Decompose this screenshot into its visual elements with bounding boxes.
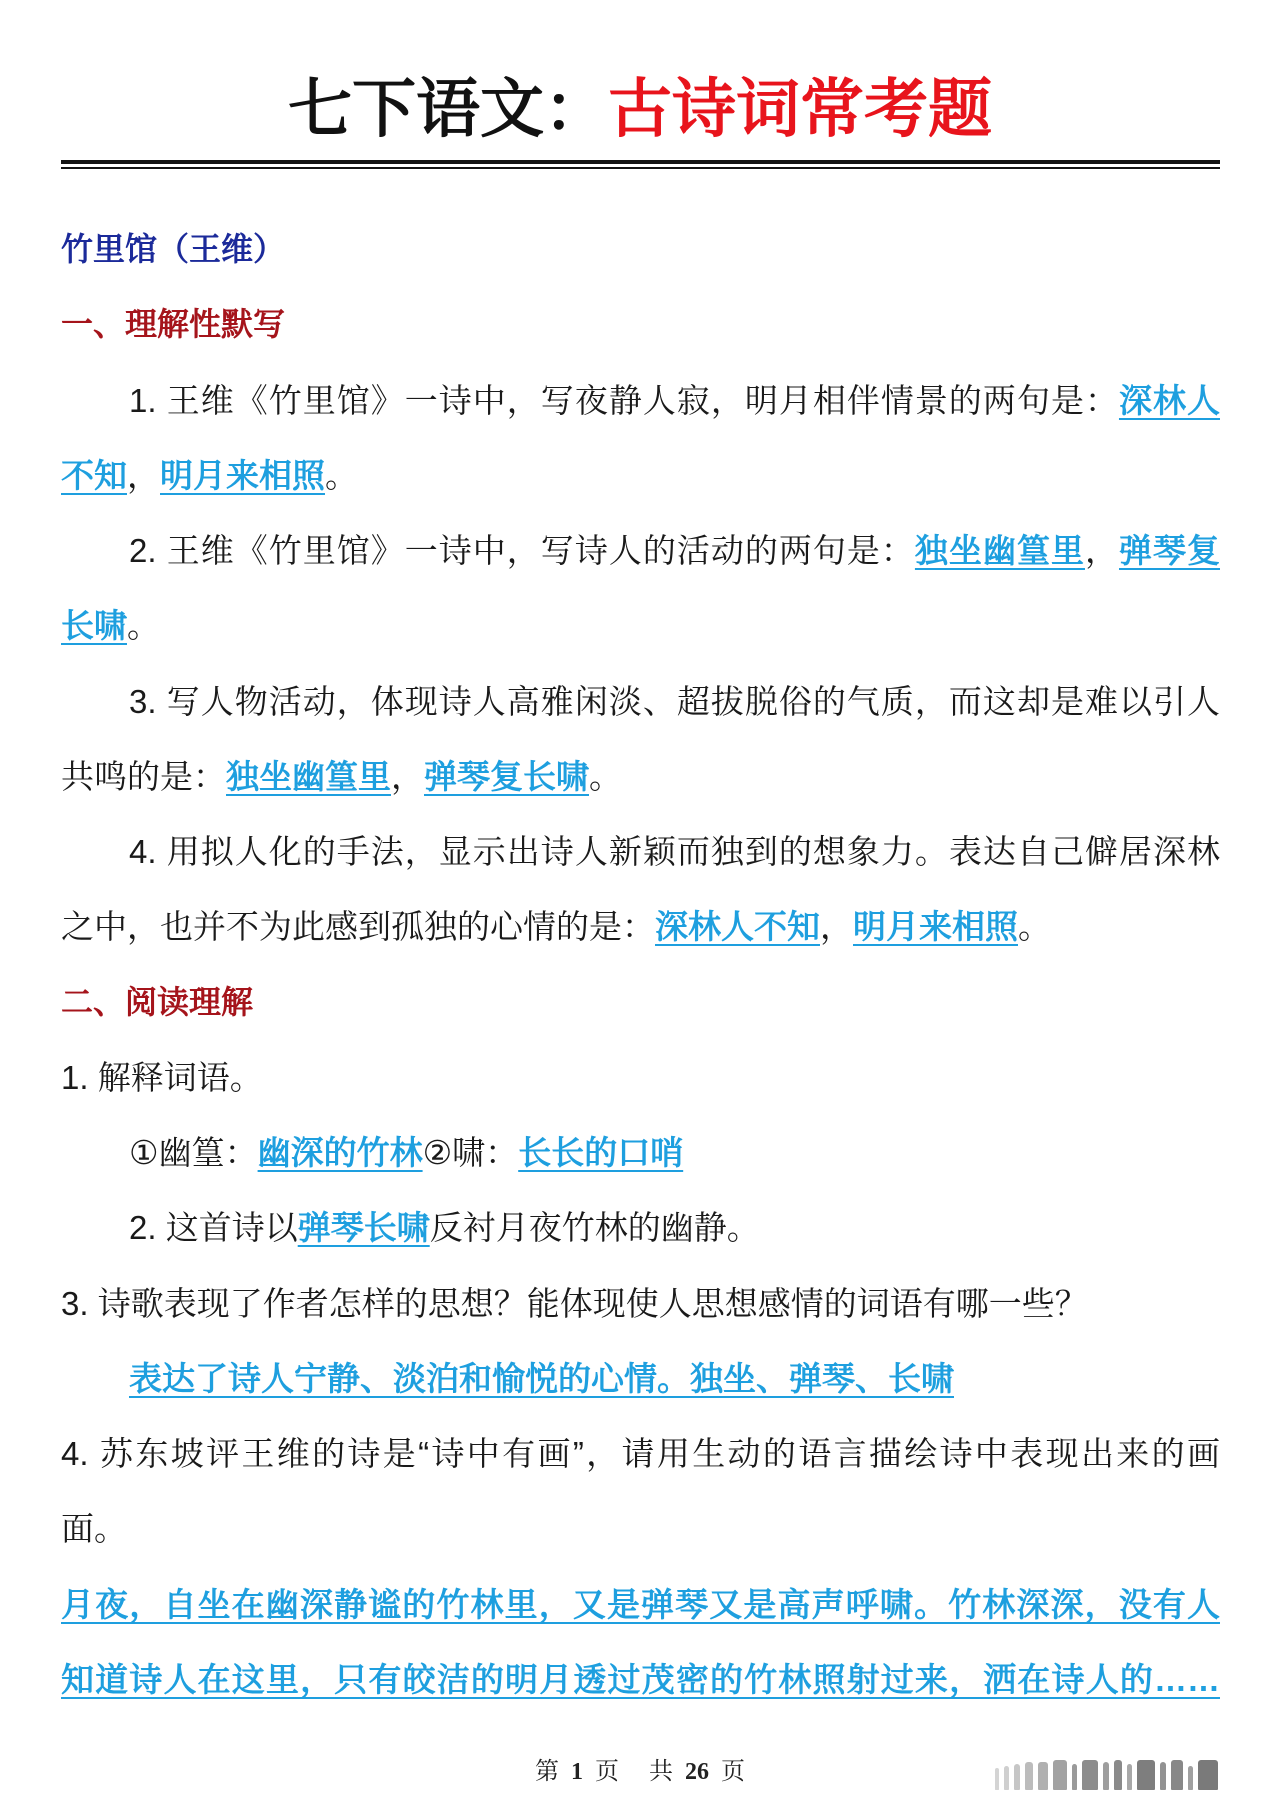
term-label: ②啸： <box>422 1134 519 1171</box>
p2-q1-prompt: 1. 解释词语。 <box>61 1058 263 1096</box>
p1-q2-line-2 <box>61 588 1220 663</box>
punctuation: 。 <box>127 607 160 645</box>
p1-q2-line-1 <box>61 513 1220 588</box>
term-label: ①幽篁： <box>129 1134 258 1171</box>
punctuation: ， <box>1084 532 1119 569</box>
question-text: 2. 这首诗以 <box>129 1209 298 1247</box>
footer-total-pages: 26 <box>685 1759 709 1785</box>
question-text: 3. 写人物活动，体现诗人高雅闲淡、超拔脱俗的气质，而这却是难以引人 <box>129 682 1220 720</box>
punctuation: ， <box>820 908 853 946</box>
answer-text: 独坐幽篁里 <box>226 757 391 795</box>
answer-text: 长啸 <box>61 607 127 645</box>
p1-q1-line-2 <box>61 438 1220 513</box>
answer-text: 知道诗人在这里，只有皎洁的明月透过茂密的竹林照射过来，洒在诗人的…… <box>61 1660 1220 1698</box>
question-text: 之中，也并不为此感到孤独的心情的是： <box>61 908 655 946</box>
p2-q1-answers <box>61 1115 1220 1190</box>
p2-q4-answer-line-2 <box>61 1642 1220 1717</box>
p2-q4-prompt-line-1: 4. 苏东坡评王维的诗是“诗中有画”，请用生动的语言描绘诗中表现出来的画 <box>61 1435 1220 1472</box>
p1-q3-line-2 <box>61 739 1220 814</box>
p1-q4-line-2 <box>61 889 1220 964</box>
poem-heading: 竹里馆（王维） <box>61 231 286 267</box>
answer-text: 明月来相照 <box>853 908 1018 946</box>
title-highlight: 古诗词常考题 <box>608 73 992 147</box>
answer-text: 幽深的竹林 <box>257 1134 423 1171</box>
punctuation: 。 <box>589 757 622 795</box>
footer-current-page: 1 <box>571 1759 583 1785</box>
question-text: 4. 用拟人化的手法，显示出诗人新颖而独到的想象力。表达自己僻居深林 <box>129 833 1220 870</box>
p2-q2-line <box>61 1190 1220 1265</box>
answer-text: 深林人 <box>1118 381 1220 419</box>
answer-text: 弹琴长啸 <box>297 1209 430 1247</box>
question-text: 反衬月夜竹林的幽静。 <box>429 1209 760 1247</box>
worksheet-body <box>61 212 1220 1717</box>
question-text: 1. 王维《竹里馆》一诗中，写夜静人寂，明月相伴情景的两句是： <box>129 381 1119 419</box>
footer-total-label-post: 页 <box>721 1759 745 1785</box>
page-title <box>0 66 1280 154</box>
answer-text: 长长的口哨 <box>518 1134 684 1171</box>
section-heading-dictation: 一、理解性默写 <box>61 306 286 343</box>
answer-text: 明月来相照 <box>160 456 325 494</box>
answer-text: 独坐幽篁里 <box>914 532 1085 569</box>
footer-page-label-post: 页 <box>595 1759 619 1785</box>
punctuation: ， <box>127 456 160 494</box>
p2-q4-prompt-line-2: 面。 <box>61 1510 127 1548</box>
title-divider-thin <box>61 167 1220 169</box>
p2-q3-prompt: 3. 诗歌表现了作者怎样的思想？能体现使人思想感情的词语有哪一些？ <box>61 1284 1088 1322</box>
punctuation: 。 <box>325 456 358 494</box>
answer-text: 弹琴复 <box>1119 532 1220 569</box>
answer-text: 弹琴复长啸 <box>424 757 589 795</box>
answer-text: 不知 <box>61 456 127 494</box>
title-divider-thick <box>61 160 1220 164</box>
answer-text: 月夜，自坐在幽深静谧的竹林里，又是弹琴又是高声呼啸。竹林深深，没有人 <box>61 1585 1220 1623</box>
p1-q1-line-1 <box>61 363 1220 438</box>
answer-text: 深林人不知 <box>655 908 820 946</box>
punctuation: 。 <box>1018 908 1051 946</box>
p2-q3-answer-line <box>61 1341 1220 1416</box>
question-text: 共鸣的是： <box>61 757 226 795</box>
section-heading-reading: 二、阅读理解 <box>61 983 254 1020</box>
answer-text: 表达了诗人宁静、淡泊和愉悦的心情。独坐、弹琴、长啸 <box>129 1359 954 1397</box>
p1-q4-line-1 <box>61 814 1220 889</box>
punctuation: ， <box>391 757 424 795</box>
question-text: 2. 王维《竹里馆》一诗中，写诗人的活动的两句是： <box>129 532 915 569</box>
title-prefix: 七下语文： <box>288 73 608 147</box>
p1-q3-line-1 <box>61 664 1220 739</box>
footer-page-label-pre: 第 <box>535 1759 559 1785</box>
footer-total-label-pre: 共 <box>649 1759 673 1785</box>
watermark-bars-icon <box>995 1754 1253 1790</box>
p2-q4-answer-line-1 <box>61 1567 1220 1642</box>
